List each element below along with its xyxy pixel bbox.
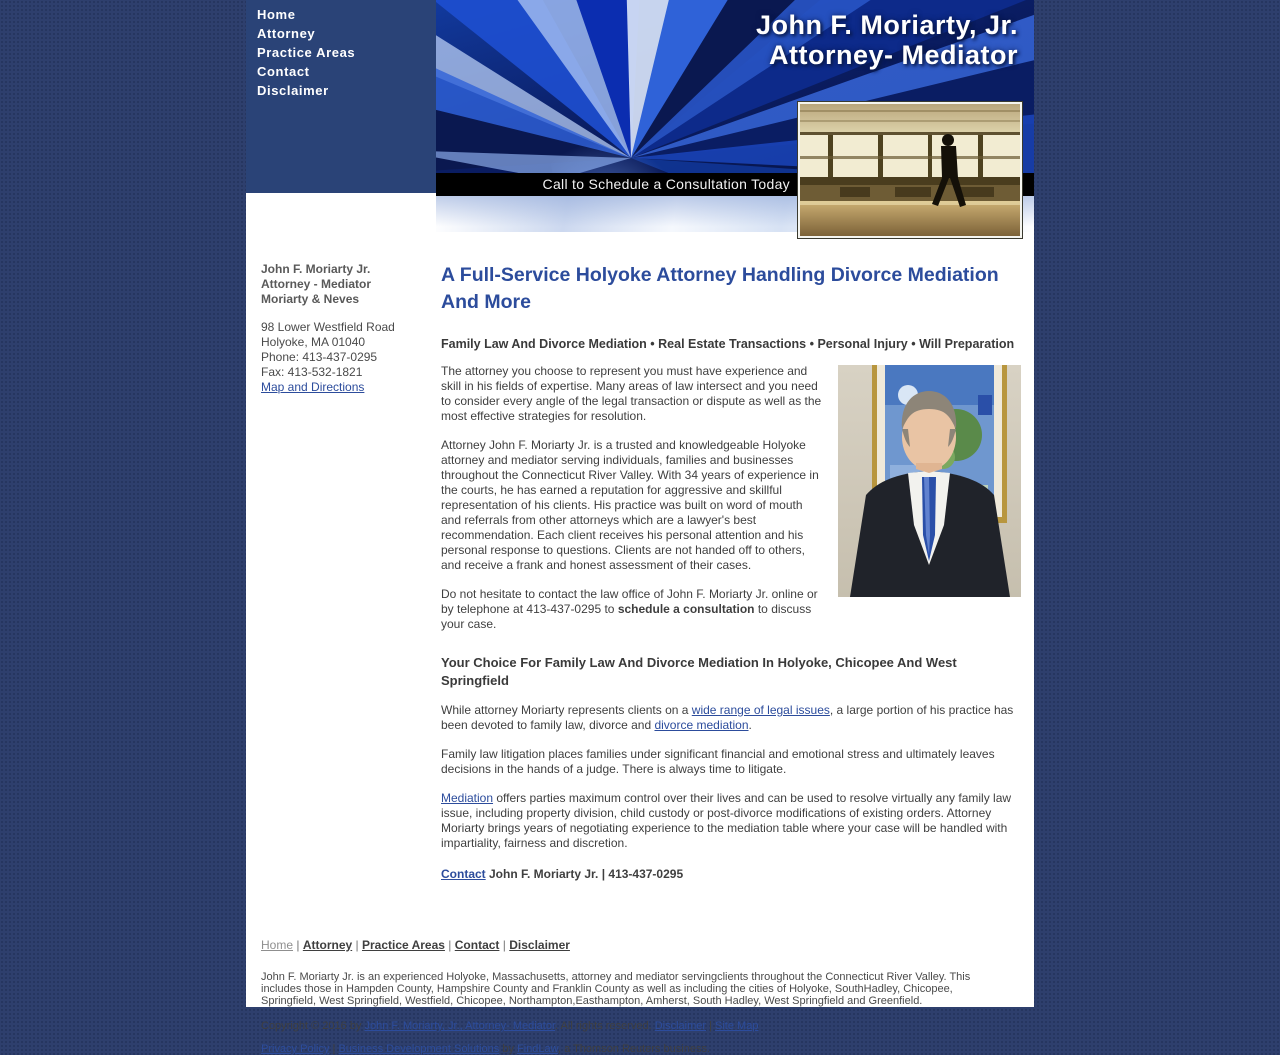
cta-text-start: Do not hesitate to contact the law office of John F. Moriarty Jr. online or by telephone at 413-437-0295 to bbox=[441, 587, 818, 616]
sidebar-name-line1: John F. Moriarty Jr. bbox=[261, 262, 371, 276]
services-summary: Family Law And Divorce Mediation • Real Estate Transactions • Personal Injury • Will Preparation bbox=[441, 337, 1015, 351]
sidebar-name-line2: Attorney - Mediator bbox=[261, 277, 372, 291]
copyright-separator: | bbox=[706, 1020, 716, 1032]
copyright-site-link[interactable]: John F. Moriarty, Jr., Attorney- Mediator bbox=[364, 1020, 556, 1032]
footer-nav-separator: | bbox=[296, 938, 300, 952]
nav-item-attorney[interactable]: Attorney bbox=[257, 26, 316, 41]
copyright-text: Copyright © 2016 by bbox=[261, 1020, 365, 1032]
legal-issues-link[interactable]: wide range of legal issues bbox=[691, 703, 830, 717]
sidebar-address bbox=[261, 320, 441, 395]
divorce-mediation-link[interactable]: divorce mediation bbox=[654, 718, 749, 732]
nav-item-practice-areas[interactable]: Practice Areas bbox=[257, 45, 356, 60]
findlaw-link[interactable]: FindLaw bbox=[517, 1043, 558, 1055]
footer-nav-separator: | bbox=[355, 938, 359, 952]
footer-nav-practice-areas[interactable]: Practice Areas bbox=[361, 938, 445, 952]
footer bbox=[246, 881, 1034, 1055]
nav-item-home[interactable]: Home bbox=[257, 7, 296, 22]
business-development-link[interactable]: Business Development Solutions bbox=[338, 1043, 500, 1055]
fax-number: Fax: 413-532-1821 bbox=[261, 365, 363, 379]
attorney-photo-image bbox=[838, 365, 1021, 597]
cta-bold-text: schedule a consultation bbox=[617, 602, 755, 616]
footer-nav-attorney[interactable]: Attorney bbox=[302, 938, 353, 952]
privacy-policy-link[interactable]: Privacy Policy bbox=[261, 1043, 330, 1055]
main-navigation bbox=[246, 0, 436, 193]
footer-navigation bbox=[261, 938, 1014, 952]
paragraph-about: Attorney John F. Moriarty Jr. is a trusted and knowledgeable Holyoke attorney and mediator serving individuals, families and businesses throughout the Connecticut River Valley. With 34 years of experience in the courts, he has earned a reputation for aggressive and skillful representation of his clients. His practice was built on word of mouth and referrals from other attorneys which are a lawyer's best recommendation. Each client receives his personal attention and his personal response to questions. Clients are not handed off to others, and receive a frank and honest assessment of their cases. bbox=[441, 438, 819, 572]
contact-name-phone: John F. Moriarty Jr. | 413-437-0295 bbox=[485, 867, 684, 881]
practice-text-mid: , a large portion of his practice has been devoted to family law, divorce and bbox=[441, 703, 1014, 732]
privacy-line bbox=[261, 1043, 1014, 1055]
practice-text-end: . bbox=[748, 718, 752, 732]
page-title: A Full-Service Holyoke Attorney Handling Divorce Mediation And More bbox=[441, 264, 999, 313]
attorney-photo bbox=[838, 365, 1021, 597]
header bbox=[246, 0, 1034, 236]
paragraph-intro: The attorney you choose to represent you must have experience and skill in his fields of expertise. Many areas of law intersect and you need to consider every angle of the legal transaction or dispute as well as the most effective strategies for resolution. bbox=[441, 364, 822, 423]
footer-nav-separator: | bbox=[502, 938, 506, 952]
mediation-link[interactable]: Mediation bbox=[441, 791, 494, 805]
office-photo-image bbox=[800, 104, 1020, 236]
office-photo bbox=[798, 102, 1022, 238]
contact-cta-line bbox=[441, 867, 1021, 881]
footer-nav-separator: | bbox=[448, 938, 452, 952]
footer-disclaimer-link[interactable]: Disclaimer bbox=[654, 1020, 707, 1032]
main-content bbox=[441, 262, 1021, 881]
privacy-by-text: by bbox=[499, 1043, 517, 1055]
site-title bbox=[756, 10, 1018, 70]
site-title-line1: John F. Moriarty, Jr. bbox=[755, 10, 1018, 40]
nav-item-disclaimer[interactable]: Disclaimer bbox=[257, 83, 329, 98]
consultation-banner-text: Call to Schedule a Consultation Today bbox=[542, 176, 790, 192]
paragraph-practice bbox=[441, 703, 1021, 733]
copyright-line bbox=[261, 1020, 1014, 1032]
privacy-thomson-text: , a Thomson Reuters business. bbox=[557, 1043, 711, 1055]
contact-sidebar bbox=[246, 262, 441, 881]
copyright-rights-text: . All rights reserved. bbox=[555, 1020, 655, 1032]
practice-text-start: While attorney Moriarty represents clients on a bbox=[441, 703, 692, 717]
site-title-line2: Attorney- Mediator bbox=[768, 40, 1018, 70]
paragraph-mediation bbox=[441, 791, 1021, 851]
nav-item-contact[interactable]: Contact bbox=[257, 64, 310, 79]
main-area bbox=[246, 236, 1034, 881]
mediation-text: offers parties maximum control over their lives and can be used to resolve virtually any family law issue, including property division, child custody or post-divorce modifications of existing orders. Attorney Moriarty brings years of negotiating experience to the mediation table where your case will be handled with impartiality, fairness and discretion. bbox=[441, 791, 1012, 850]
phone-number: Phone: 413-437-0295 bbox=[261, 350, 378, 364]
section-heading-mediation: Your Choice For Family Law And Divorce Mediation In Holyoke, Chicopee And West Springfield bbox=[441, 655, 957, 688]
paragraph-litigation: Family law litigation places families under significant financial and emotional stress and ultimately leaves decisions in the hands of a judge. There is always time to litigate. bbox=[441, 747, 995, 776]
site-map-link[interactable]: Site Map bbox=[715, 1020, 759, 1032]
footer-description: John F. Moriarty Jr. is an experienced Holyoke, Massachusetts, attorney and mediator servingclients throughout the Connecticut River Valley. This includes those in Hampden County, Hampshire County and Franklin County as well as including the cities of Holyoke, SouthHadley, Chicopee, Springfield, West Springfield, Westfield, Chicopee, Northampton,Easthampton, Amherst, South Hadley, West Springfield and Greenfield. bbox=[261, 971, 971, 1007]
page-container bbox=[246, 0, 1034, 1055]
footer-nav-disclaimer[interactable]: Disclaimer bbox=[509, 938, 570, 952]
footer-nav-contact[interactable]: Contact bbox=[454, 938, 500, 952]
map-directions-link[interactable]: Map and Directions bbox=[261, 380, 365, 394]
cta-text-end: to discuss your case. bbox=[441, 602, 812, 631]
sidebar-name-line3: Moriarty & Neves bbox=[261, 292, 360, 306]
address-line1: 98 Lower Westfield Road bbox=[261, 320, 395, 334]
contact-link[interactable]: Contact bbox=[441, 867, 486, 881]
footer-nav-home[interactable]: Home bbox=[261, 938, 294, 952]
privacy-separator: | bbox=[329, 1043, 339, 1055]
address-line2: Holyoke, MA 01040 bbox=[261, 335, 366, 349]
